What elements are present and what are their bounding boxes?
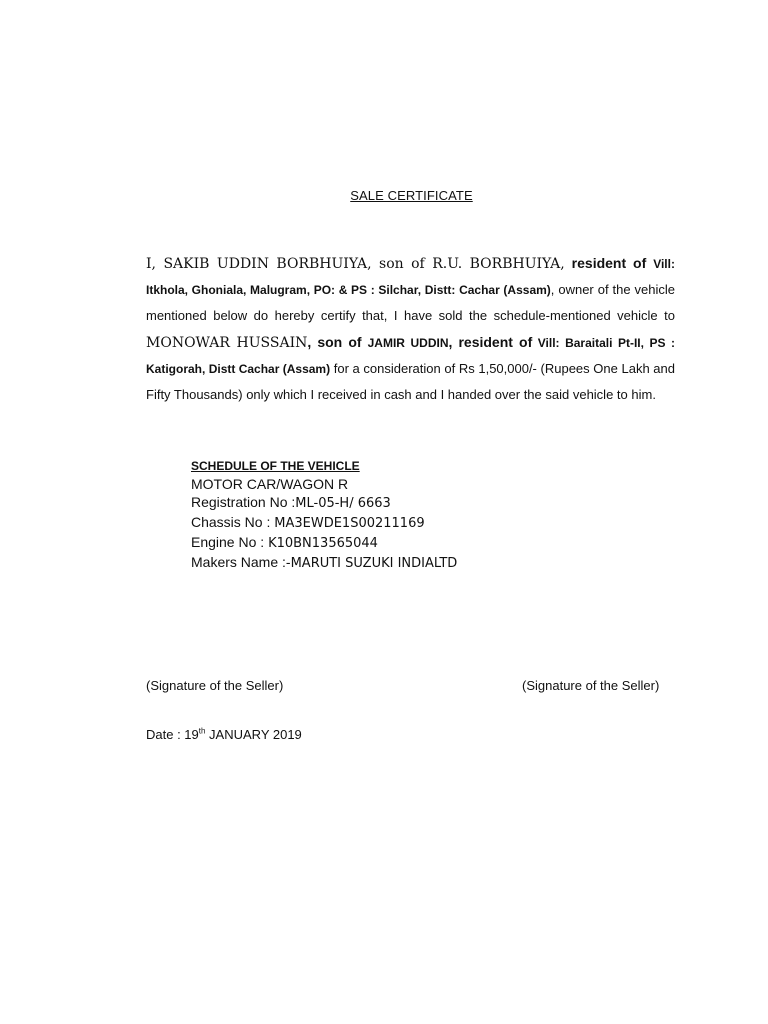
registration-line [191, 493, 571, 513]
registration-value: ML-05-H/ 6663 [295, 496, 391, 511]
date-prefix: Date : 19 [146, 727, 199, 742]
resident-of-label: resident of [564, 255, 654, 271]
buyer-address: Vill: Baraitali Pt-II, PS : Katigorah, Distt Cachar (Assam) [146, 336, 676, 376]
seller-address: Vill: Itkhola, Ghoniala, Malugram, PO: & PS : Silchar, Distt: Cachar (Assam) [146, 257, 675, 297]
date-line [146, 727, 302, 743]
seller-declaration: I, SAKIB UDDIN BORBHUIYA, son of R.U. BORBHUIYA, [146, 256, 565, 272]
seller-signature-left: (Signature of the Seller) [146, 678, 284, 693]
maker-label: Makers Name :- [191, 554, 291, 570]
chassis-value: MA3EWDE1S00211169 [274, 516, 425, 531]
engine-label: Engine No : [191, 534, 269, 550]
seller-signature-right: (Signature of the Seller) [522, 678, 660, 693]
maker-line [191, 553, 571, 573]
date-rest: JANUARY 2019 [205, 727, 302, 742]
document-title: SALE CERTIFICATE [350, 188, 473, 203]
engine-value: K10BN13565044 [268, 536, 378, 551]
chassis-label: Chassis No : [191, 514, 275, 530]
engine-line [191, 533, 571, 553]
consideration-text: for a consideration of Rs 1,50,000/- (Rupees One Lakh and Fifty Thousands) only which I received in cash and I handed over the said vehicle to him. [146, 361, 675, 402]
registration-label: Registration No : [191, 494, 296, 510]
chassis-line [191, 513, 571, 533]
maker-value: MARUTI SUZUKI INDIALTD [290, 556, 458, 571]
certificate-body [146, 250, 675, 408]
buyer-resident-label: , resident of [448, 334, 533, 350]
son-of-label: , son of [307, 334, 368, 350]
certification-text: , owner of the vehicle mentioned below do hereby certify that, I have sold the schedule-mentioned vehicle to [146, 282, 675, 323]
vehicle-schedule [191, 458, 571, 573]
buyer-name: MONOWAR HUSSAIN [146, 335, 308, 351]
date-ordinal-suffix: th [198, 726, 206, 736]
schedule-heading: SCHEDULE OF THE VEHICLE [191, 459, 360, 473]
buyer-father-name: JAMIR UDDIN [367, 336, 449, 350]
vehicle-type: MOTOR CAR/WAGON R [191, 476, 349, 492]
